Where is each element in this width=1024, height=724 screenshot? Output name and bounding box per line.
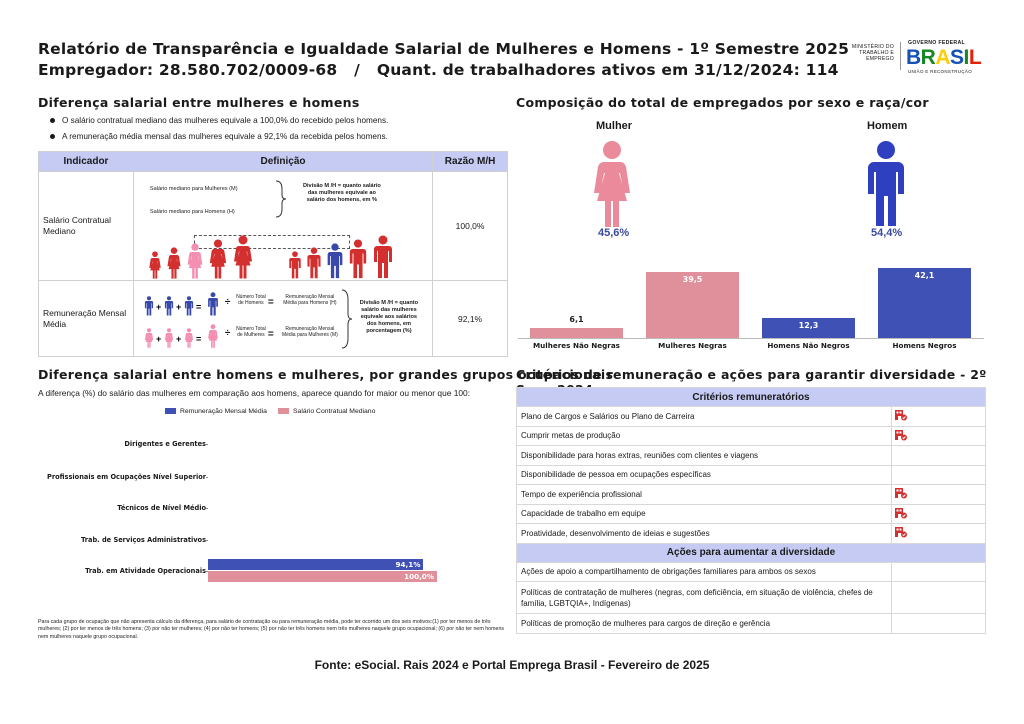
- bar-category-label: Homens Não Negros: [767, 341, 850, 350]
- def-division-text: Divisão M /H = quanto salário das mulheres equivale aos salários dos homens, em porcentagem (%): [359, 299, 419, 334]
- bar-value-label: 39,5: [682, 275, 703, 285]
- people-row: [148, 231, 428, 279]
- table-row: [517, 614, 986, 634]
- occupation-title: Diferença salarial entre homens e mulheres, por grandes grupos ocupacionais: [38, 367, 614, 382]
- composition-title: Composição do total de empregados por sexo e raça/cor: [516, 95, 929, 110]
- criteria-label: Tempo de experiência profissional: [517, 485, 892, 505]
- occupation-bar-label: 100,0%: [404, 572, 434, 581]
- action-label: Ações de apoio a compartilhamento de obrigações familiares para ambos os sexos: [517, 562, 892, 582]
- table-row: [517, 465, 986, 485]
- svg-text:+: +: [155, 301, 162, 312]
- salary-diff-title: Diferença salarial entre mulheres e homens: [38, 95, 360, 110]
- man-icon: [862, 140, 910, 228]
- criteria-table: [516, 387, 986, 634]
- women-sum-icons: [144, 324, 228, 348]
- check-icon: [894, 409, 908, 421]
- total-women-text: Número Total de Mulheres: [236, 325, 266, 338]
- action-label: Políticas de promoção de mulheres para cargos de direção e gerência: [517, 614, 892, 634]
- women-percentage: 45,6%: [598, 227, 630, 239]
- bar-value-label: 12,3: [798, 320, 819, 330]
- men-percentage: 54,4%: [871, 227, 903, 239]
- def-women-text: Salário mediano para Mulheres (M): [149, 185, 238, 192]
- woman-icon: [590, 140, 638, 228]
- report-subtitle: Empregador: 28.580.702/0009-68 / Quant. de trabalhadores ativos em 31/12/2024: 114: [38, 61, 839, 79]
- check-cell: [892, 407, 986, 427]
- gov-label: GOVERNO FEDERAL: [908, 40, 965, 46]
- uniao-label: UNIÃO E RECONSTRUÇÃO: [908, 69, 973, 74]
- indicator-name: Remuneração Mensal Média: [39, 281, 134, 357]
- definition-cell: [133, 281, 432, 357]
- table-row: [39, 172, 508, 281]
- criteria-label: Disponibilidade de pessoa em ocupações específicas: [517, 465, 892, 485]
- occupation-category-label: Dirigentes e Gerentes: [124, 440, 206, 448]
- axis-tick: [206, 477, 208, 478]
- legend-swatch: [278, 408, 289, 414]
- table-row: [517, 426, 986, 446]
- government-logo: [838, 40, 988, 74]
- criteria-label: Cumprir metas de produção: [517, 426, 892, 446]
- check-cell: [892, 446, 986, 466]
- total-men-text: Número Total de Homens: [236, 293, 266, 306]
- table-row: [517, 582, 986, 614]
- svg-text:=: =: [195, 301, 202, 312]
- indicator-name: Salário Contratual Mediano: [39, 172, 134, 281]
- col-definicao: Definição: [133, 152, 432, 172]
- ratio-value: 92,1%: [433, 281, 508, 357]
- svg-text:+: +: [155, 333, 162, 344]
- brace-icon: [340, 288, 354, 350]
- check-icon: [894, 429, 908, 441]
- bar-value-label: 42,1: [914, 271, 935, 280]
- logo-separator: [900, 42, 901, 70]
- table-row: [517, 446, 986, 466]
- check-cell: [892, 465, 986, 485]
- svg-text:=: =: [195, 333, 202, 344]
- svg-text:+: +: [175, 301, 182, 312]
- salary-diff-bullets: [48, 113, 388, 145]
- legend-item-sal: Salário Contratual Mediano: [278, 408, 375, 415]
- footnote: Para cada grupo de ocupação que não apresenta cálculo da diferença, para salário de contratação ou para remuneração média, pode ter ocorrido um dos seis motivos:(1) por ter menos de três mulheres; (2) por ter menos de três homens; (3) por não ter mulheres; (4) por não ter homens; (5) por não ter três homens nem três mulheres naquele grupo ocupacional; (6) por não ter nem homens nem mulheres naquele grupo ocupacional.: [38, 619, 505, 640]
- ratio-value: 100,0%: [433, 172, 508, 281]
- actions-header: Ações para aumentar a diversidade: [517, 543, 986, 562]
- ministry-label: MINISTÉRIO DO TRABALHO E EMPREGO: [851, 44, 894, 62]
- occupation-category-label: Trab. de Serviços Administrativos: [80, 536, 206, 544]
- criteria-header: Critérios remuneratórios: [517, 388, 986, 407]
- bar-value-label: 6,1: [569, 314, 584, 324]
- bar-category-label: Homens Negros: [892, 341, 957, 350]
- check-cell: [892, 426, 986, 446]
- chart-baseline: [518, 338, 984, 339]
- action-label: Políticas de contratação de mulheres (negras, com deficiência, em situação de violência, chefes de família, LGBTQIA+, Indígenas): [517, 582, 892, 614]
- equals-symbol: =: [267, 328, 274, 340]
- col-razao: Razão M/H: [433, 152, 508, 172]
- table-row: [517, 485, 986, 505]
- source-note: Fonte: eSocial. Rais 2024 e Portal Emprega Brasil - Fevereiro de 2025: [314, 658, 710, 672]
- definition-cell: [133, 172, 432, 281]
- check-cell: [892, 524, 986, 544]
- women-label: Mulher: [596, 120, 633, 132]
- bullet-item: A remuneração média mensal das mulheres equivale a 92,1% da recebida pelos homens.: [48, 129, 388, 145]
- check-cell: [892, 504, 986, 524]
- men-sum-icons: [144, 292, 228, 316]
- col-indicador: Indicador: [39, 152, 134, 172]
- bar-category-label: Mulheres Negras: [658, 341, 727, 350]
- check-cell: [892, 485, 986, 505]
- axis-tick: [206, 540, 208, 541]
- def-division-text: Divisão M /H = quanto salário das mulheres equivale ao salário dos homens, em %: [302, 182, 381, 203]
- axis-tick: [206, 444, 208, 445]
- rem-men-text: Remuneração Mensal Média para Homens (H): [283, 293, 337, 306]
- table-row: [517, 562, 986, 582]
- def-men-text: Salário mediano para Homens (H): [149, 208, 235, 215]
- criteria-label: Proatividade, desenvolvimento de ideias e sugestões: [517, 524, 892, 544]
- occupation-category-label: Profissionais em Ocupações Nível Superior: [47, 473, 206, 481]
- occupation-bar-label: 94,1%: [395, 560, 421, 569]
- occupation-category-label: Técnicos de Nível Médio: [117, 504, 206, 512]
- occupation-subtitle: A diferença (%) do salário das mulheres em comparação aos homens, aparece quando for maior ou menor que 100:: [38, 388, 471, 398]
- svg-text:+: +: [175, 333, 182, 344]
- men-label: Homem: [867, 120, 908, 132]
- criteria-title: Critérios de remuneração e ações para garantir diversidade - 2º: [516, 367, 987, 382]
- equals-symbol: =: [267, 296, 274, 308]
- table-row: [517, 524, 986, 544]
- indicator-table: [38, 151, 508, 357]
- check-icon: [894, 507, 908, 519]
- check-icon: [894, 487, 908, 499]
- criteria-label: Capacidade de trabalho em equipe: [517, 504, 892, 524]
- brasil-wordmark: BRASIL: [906, 46, 982, 69]
- divide-symbol: ÷: [224, 327, 231, 339]
- legend-item-rem: Remuneração Mensal Média: [165, 408, 267, 415]
- table-row: [517, 407, 986, 427]
- criteria-label: Plano de Cargos e Salários ou Plano de Carreira: [517, 407, 892, 427]
- table-row: [517, 504, 986, 524]
- report-title: Relatório de Transparência e Igualdade Salarial de Mulheres e Homens - 1º Semestre 2025: [38, 40, 850, 58]
- divide-symbol: ÷: [224, 296, 231, 308]
- axis-tick: [206, 508, 208, 509]
- check-icon: [894, 526, 908, 538]
- bullet-item: O salário contratual mediano das mulheres equivale a 100,0% do recebido pelos homens.: [48, 113, 388, 129]
- rem-women-text: Remuneração Mensal Média para Mulheres (M): [281, 325, 338, 338]
- table-row: [39, 281, 508, 357]
- occupation-category-label: Trab. em Atividade Operacionais: [85, 567, 206, 575]
- bar-category-label: Mulheres Não Negras: [533, 341, 620, 350]
- brace-icon: [274, 179, 288, 219]
- legend-swatch: [165, 408, 176, 414]
- criteria-label: Disponibilidade para horas extras, reuniões com clientes e viagens: [517, 446, 892, 466]
- chart-bar: [530, 328, 623, 338]
